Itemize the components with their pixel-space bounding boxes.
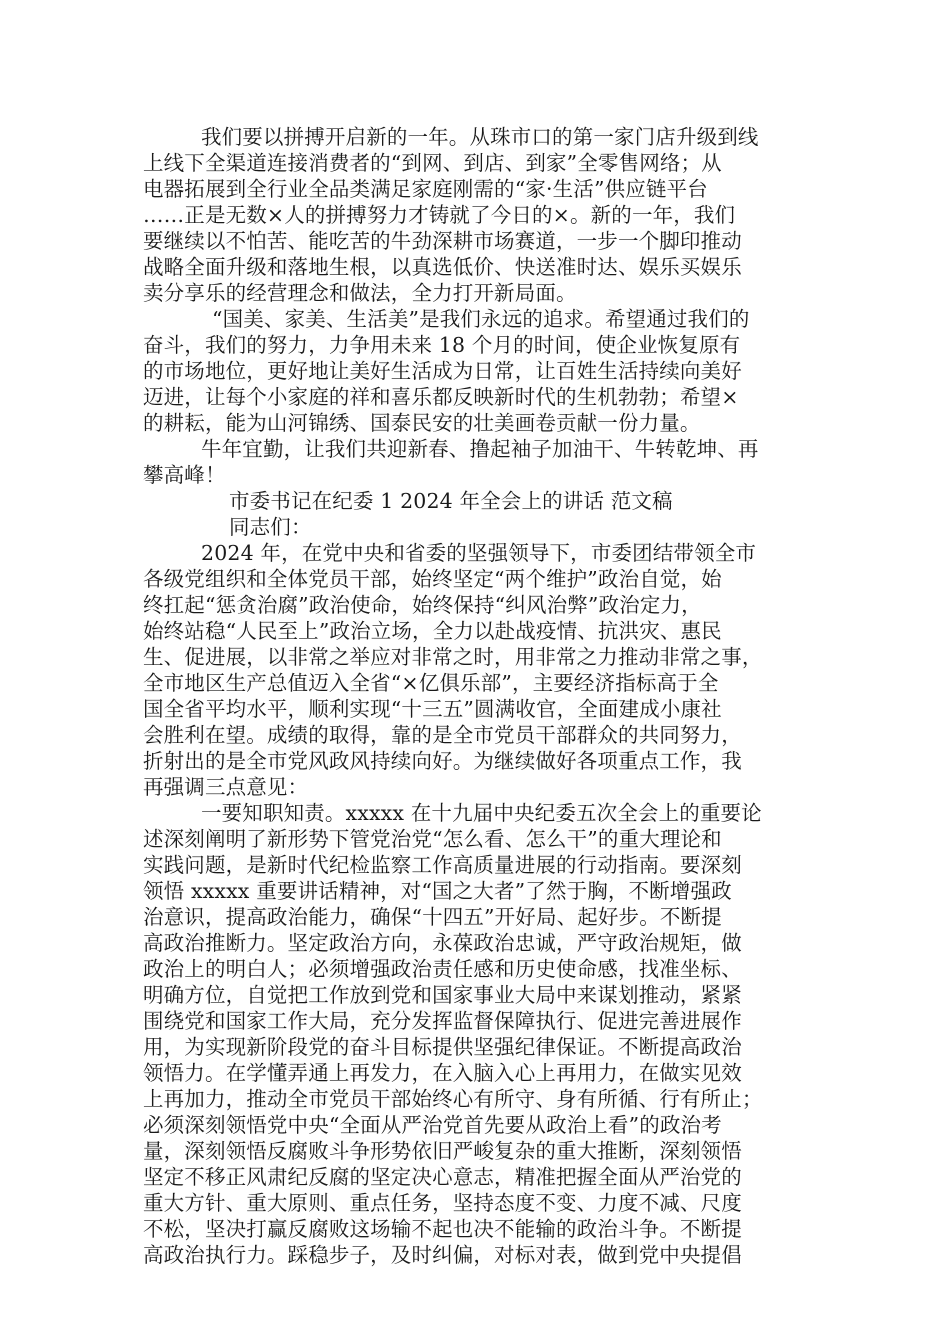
text-line: 量，深刻领悟反腐败斗争形势依旧严峻复杂的重大推断，深刻领悟 bbox=[143, 1139, 742, 1163]
text-line: 迈进，让每个小家庭的祥和喜乐都反映新时代的生机勃勃；希望× bbox=[143, 385, 739, 409]
text-line: 高政治推断力。坚定政治方向，永葆政治忠诚，严守政治规矩，做 bbox=[143, 931, 742, 955]
text-line: 实践问题，是新时代纪检监察工作高质量进展的行动指南。要深刻 bbox=[143, 853, 742, 877]
text-line: 用，为实现新阶段党的奋斗目标提供坚强纪律保证。不断提高政治 bbox=[143, 1035, 742, 1059]
text-line: 述深刻阐明了新形势下管党治党“怎么看、怎么干”的重大理论和 bbox=[143, 827, 722, 851]
text-line: 生、促进展，以非常之举应对非常之时，用非常之力推动非常之事， bbox=[143, 645, 763, 669]
text-line: 各级党组织和全体党员干部，始终坚定“两个维护”政治自觉，始 bbox=[143, 567, 722, 591]
text-line: 高政治执行力。踩稳步子，及时纠偏，对标对表，做到党中央提倡 bbox=[143, 1243, 742, 1267]
text-line: 要继续以不怕苦、能吃苦的牛劲深耕市场赛道，一步一个脚印推动 bbox=[143, 229, 742, 253]
text-line: 全市地区生产总值迈入全省“×亿俱乐部”，主要经济指标高于全 bbox=[143, 671, 719, 695]
text-line: 2024 年，在党中央和省委的坚强领导下，市委团结带领全市 bbox=[201, 541, 757, 565]
text-line: 治意识，提高政治能力，确保“十四五”开好局、起好步。不断提 bbox=[143, 905, 722, 929]
text-line: ……正是无数×人的拼搏努力才铸就了今日的×。新的一年，我们 bbox=[143, 203, 736, 227]
text-line: 必须深刻领悟党中央“全面从严治党首先要从政治上看”的政治考 bbox=[143, 1113, 722, 1137]
text-line: 坚定不移正风肃纪反腐的坚定决心意志，精准把握全面从严治党的 bbox=[143, 1165, 742, 1189]
text-line: 攀高峰！ bbox=[143, 463, 226, 487]
text-line: 奋斗，我们的努力，力争用未来 18 个月的时间，使企业恢复原有 bbox=[143, 333, 741, 357]
text-line: 折射出的是全市党风政风持续向好。为继续做好各项重点工作，我 bbox=[143, 749, 742, 773]
text-line: 我们要以拼搏开启新的一年。从珠市口的第一家门店升级到线 bbox=[201, 125, 759, 149]
text-line: 国全省平均水平，顺利实现“十三五”圆满收官，全面建成小康社 bbox=[143, 697, 722, 721]
text-line: 卖分享乐的经营理念和做法，全力打开新局面。 bbox=[143, 281, 577, 305]
text-line: 围绕党和国家工作大局，充分发挥监督保障执行、促进完善进展作 bbox=[143, 1009, 742, 1033]
text-line: 的耕耘，能为山河锦绣、国泰民安的壮美画卷贡献一份力量。 bbox=[143, 411, 701, 435]
text-line: 再强调三点意见： bbox=[143, 775, 309, 799]
text-line: 政治上的明白人；必须增强政治责任感和历史使命感，找准坐标、 bbox=[143, 957, 742, 981]
text-line: 始终站稳“人民至上”政治立场，全力以赴战疫情、抗洪灾、惠民 bbox=[143, 619, 722, 643]
text-line: 会胜利在望。成绩的取得，靠的是全市党员干部群众的共同努力， bbox=[143, 723, 742, 747]
text-line: 终扛起“惩贪治腐”政治使命，始终保持“纠风治弊”政治定力， bbox=[143, 593, 702, 617]
text-line: “国美、家美、生活美”是我们永远的追求。希望通过我们的 bbox=[212, 307, 750, 331]
text-line: 战略全面升级和落地生根，以真选低价、快送准时达、娱乐买娱乐 bbox=[143, 255, 742, 279]
text-line: 上再加力，推动全市党员干部始终心有所守、身有所循、行有所止； bbox=[143, 1087, 763, 1111]
text-line: 领悟 xxxxx 重要讲话精神，对“国之大者”了然于胸，不断增强政 bbox=[143, 879, 732, 903]
text-line: 不松，坚决打赢反腐败这场输不起也决不能输的政治斗争。不断提 bbox=[143, 1217, 742, 1241]
text-line: 电器拓展到全行业全品类满足家庭刚需的“家·生活”供应链平台 bbox=[143, 177, 708, 201]
text-line: 领悟力。在学懂弄通上再发力，在入脑入心上再用力，在做实见效 bbox=[143, 1061, 742, 1085]
section-title: 市委书记在纪委 1 2024 年全会上的讲话 范文稿 bbox=[229, 489, 673, 513]
text-line: 的市场地位，更好地让美好生活成为日常，让百姓生活持续向美好 bbox=[143, 359, 742, 383]
text-line: 一要知职知责。xxxxx 在十九届中央纪委五次全会上的重要论 bbox=[201, 801, 762, 825]
text-line: 牛年宜勤，让我们共迎新春、撸起袖子加油干、牛转乾坤、再 bbox=[201, 437, 759, 461]
text-line: 上线下全渠道连接消费者的“到网、到店、到家”全零售网络；从 bbox=[143, 151, 722, 175]
text-line: 明确方位，自觉把工作放到党和国家事业大局中来谋划推动，紧紧 bbox=[143, 983, 742, 1007]
text-line: 重大方针、重大原则、重点任务，坚持态度不变、力度不减、尺度 bbox=[143, 1191, 742, 1215]
salutation: 同志们： bbox=[229, 515, 312, 539]
